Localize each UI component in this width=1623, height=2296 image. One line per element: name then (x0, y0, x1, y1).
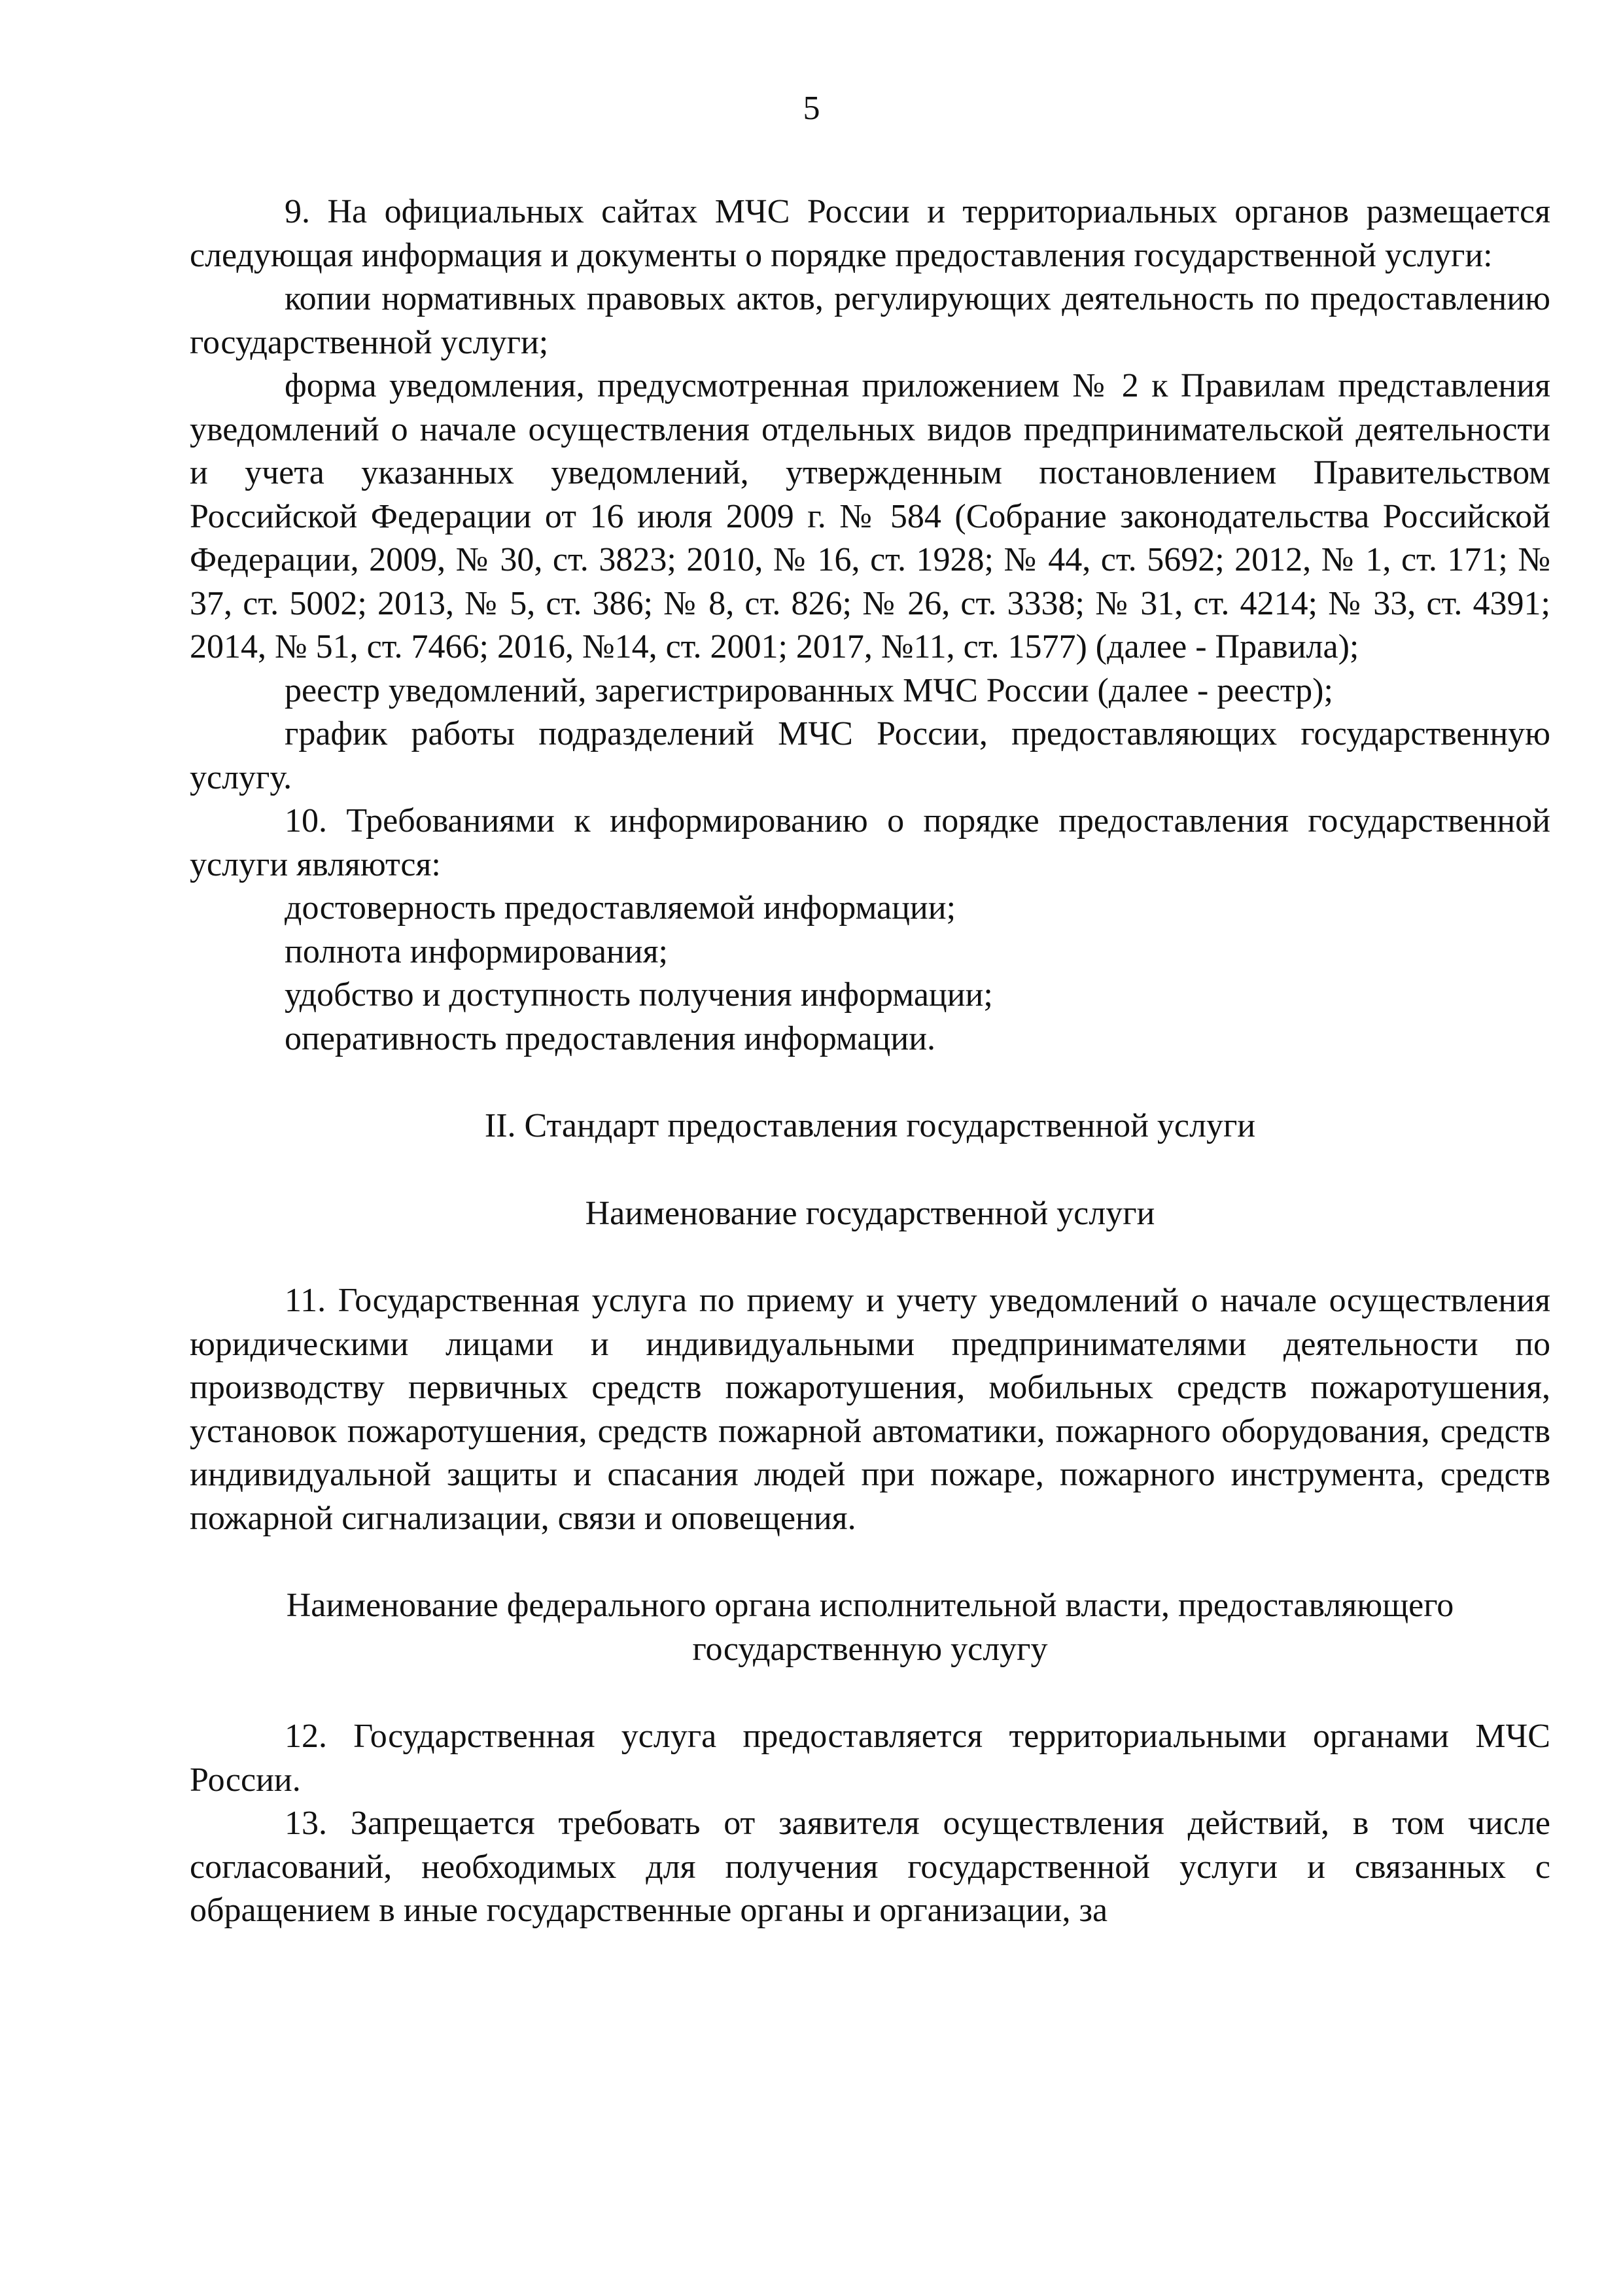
document-body (190, 190, 1550, 1933)
paragraph-9-intro: 9. На официальных сайтах МЧС России и территориальных органов размещается следующая информация и документы о порядке предоставления государственной услуги: (190, 193, 1550, 274)
paragraph-10-item-reliability: достоверность предоставляемой информации; (285, 889, 956, 927)
paragraph-9-item-regulatory-acts: копии нормативных правовых актов, регулирующих деятельность по предоставлению государственной услуги; (190, 280, 1550, 361)
paragraph-12: 12. Государственная услуга предоставляется территориальными органами МЧС России. (190, 1718, 1550, 1799)
subheading-authority (190, 1584, 1550, 1671)
paragraph-13: 13. Запрещается требовать от заявителя осуществления действий, в том числе согласований, необходимых для получения государственной услуги и связанных с обращением в иные государственные органы и организации, за (190, 1805, 1550, 1929)
paragraph-10-item-completeness: полнота информирования; (285, 932, 668, 970)
subheading-service-name: Наименование государственной услуги (585, 1194, 1155, 1232)
paragraph-9-item-registry: реестр уведомлений, зарегистрированных МЧС России (далее - реестр); (285, 671, 1333, 709)
paragraph-11: 11. Государственная услуга по приему и учету уведомлений о начале осуществления юридическими лицами и индивидуальными предпринимателями деятельности по производству первичных средств пожаротушения, мобильных средств пожаротушения, установок пожаротушения, средств пожарной автоматики, пожарного оборудования, средств индивидуальной защиты и спасания людей при пожаре, пожарного инструмента, средств пожарной сигнализации, связи и оповещения. (190, 1282, 1550, 1537)
paragraph-10-intro: 10. Требованиями к информированию о порядке предоставления государственной услуги являются: (190, 802, 1550, 883)
paragraph-9-item-work-schedule: график работы подразделений МЧС России, предоставляющих государственную услугу. (190, 715, 1550, 796)
section-heading: II. Стандарт предоставления государственной услуги (484, 1107, 1256, 1144)
subheading-authority-line-1: Наименование федерального органа исполнительной власти, предоставляющего (286, 1587, 1454, 1624)
paragraph-9-item-notification-form: форма уведомления, предусмотренная приложением № 2 к Правилам представления уведомлений о начале осуществления отдельных видов предпринимательской деятельности и учета указанных уведомлений, утвержденным постановлением Правительством Российской Федерации от 16 июля 2009 г. № 584 (Собрание законодательства Российской Федерации, 2009, № 30, ст. 3823; 2010, № 16, ст. 1928; № 44, ст. 5692; 2012, № 1, ст. 171; № 37, ст. 5002; 2013, № 5, ст. 386; № 8, ст. 826; № 26, ст. 3338; № 31, ст. 4214; № 33, ст. 4391; 2014, № 51, ст. 7466; 2016, №14, ст. 2001; 2017, №11, ст. 1577) (далее - Правила); (190, 367, 1550, 665)
paragraph-10-item-promptness: оперативность предоставления информации. (285, 1019, 936, 1057)
subheading-authority-line-2: государственную услугу (692, 1630, 1048, 1668)
page-number: 5 (803, 90, 820, 127)
paragraph-10-item-accessibility: удобство и доступность получения информации; (285, 976, 993, 1014)
